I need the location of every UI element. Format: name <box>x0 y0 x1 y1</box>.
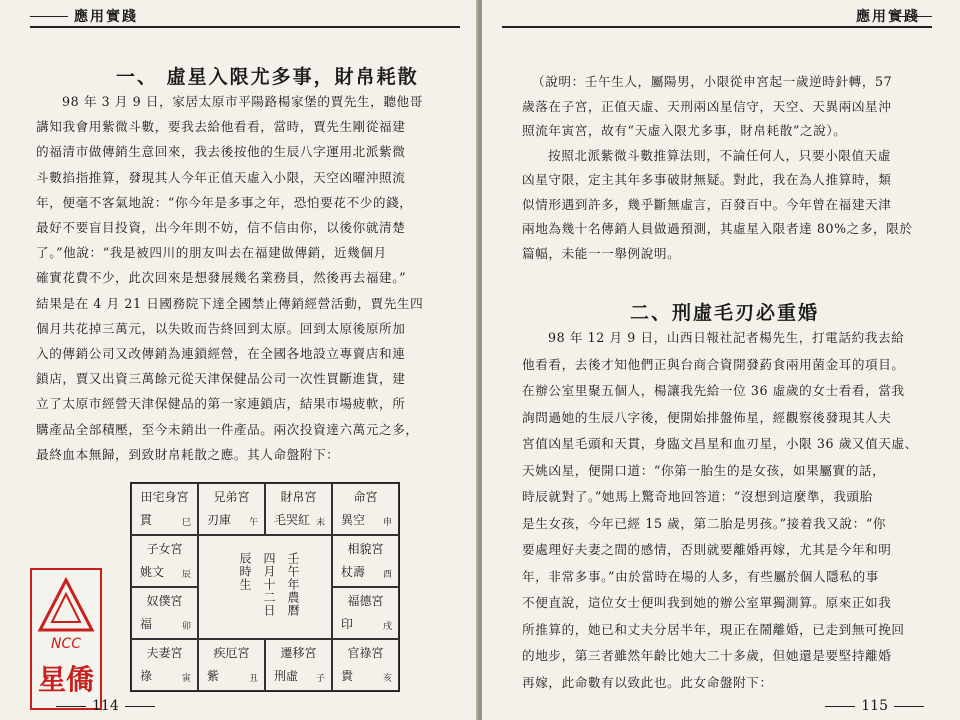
palace-name: 子女宮 <box>146 542 183 556</box>
palace-branch: 未 <box>315 518 325 528</box>
palace-name: 田宅身宮 <box>140 490 189 504</box>
birth-info-text: 辰時生 <box>238 552 252 591</box>
palace-stars: 福 <box>140 617 153 631</box>
running-header: 應用實踐 <box>856 9 920 25</box>
stamp-name-text: 星僑 <box>37 663 94 696</box>
palace-name: 兄弟宮 <box>213 490 250 504</box>
section-title-1: 一、 虛星入限尤多事，財帛耗散 <box>116 66 419 88</box>
text-line: （說明：壬午生人，屬陽男，小限從申宮起一歲逆時針轉，57 <box>532 74 893 89</box>
page-number-right: 115 <box>861 698 888 714</box>
text-line: 最終血本無歸，到致財帛耗散之應。其人命盤附下： <box>36 446 340 462</box>
palace-stars: 刑虛 <box>274 669 299 683</box>
text-line: 了。”他說：“我是被四川的朋友叫去在福建做傳銷，近幾個月 <box>36 245 387 261</box>
text-line: 似情形遇到許多，幾乎斷無虛言，百發百中。今年曾在福建天津 <box>522 196 892 212</box>
palace-branch: 辰 <box>181 570 191 580</box>
text-line: 確實花費不少，此次回來是想發展幾名業務員，然後再去福建。” <box>36 270 407 286</box>
text-line: 最好不要盲目投資，出今年則不妨，信不信由你，以後你就清楚 <box>36 220 406 235</box>
palace-name: 財帛宮 <box>280 490 317 504</box>
palace-name: 疾厄宮 <box>213 646 250 660</box>
text-line: 詢問過她的生辰八字後，便開始排盤佈星，經觀察後發現其人夫 <box>522 409 892 425</box>
palace-branch: 子 <box>315 674 325 684</box>
text-line: 立了太原市經營天津保健品的第一家連鎖店，結果市場疲軟，所 <box>36 396 406 412</box>
text-line: 再嫁，此命數有以致此也。此女命盤附下： <box>522 674 773 690</box>
publisher-stamp <box>30 568 102 710</box>
palace-name: 相貌宮 <box>347 542 384 556</box>
palace-stars: 姚文 <box>140 565 165 579</box>
birth-info-text: 四月十二日 <box>262 552 276 617</box>
palace-cell <box>131 535 198 587</box>
text-line: 98 年 12 月 9 日，山西日報社記者楊先生，打電話約我去給 <box>548 330 905 345</box>
palace-cell <box>332 535 399 587</box>
text-line: 凶星守限，定主其年多事破財無疑。對此，我在為人推算時，類 <box>522 172 892 187</box>
birth-info-text: 壬午年農曆 <box>286 552 300 617</box>
text-line: 斗數掐指推算，發現其人今年正值天虛入小限，天空凶曜沖照流 <box>36 169 406 185</box>
running-header: 應用實踐 <box>74 9 138 25</box>
header-dash <box>30 16 68 17</box>
palace-branch: 酉 <box>382 570 392 580</box>
text-line: 的地步，第三者雖然年齡比她大二十多歲，但她還是要堅持離婚 <box>522 648 892 663</box>
palace-cell <box>198 639 265 691</box>
palace-branch: 卯 <box>181 622 191 632</box>
text-line: 入的傳銷公司又改傳銷為連鎖經營，在全國各地設立專賣店和連 <box>36 346 406 361</box>
palace-cell <box>332 483 399 535</box>
palace-branch: 申 <box>382 518 392 528</box>
text-line: 年，便毫不客氣地說：“你今年是多事之年，恐怕要花不少的錢， <box>36 194 413 210</box>
text-line: 宮值凶星毛頭和天貫，身臨文昌星和血刃星，小限 36 歲又值天虛、 <box>522 436 918 451</box>
palace-branch: 戌 <box>382 622 392 632</box>
text-line: 在辦公室里聚五個人，楊讓我先給一位 36 虛歲的女士看看，當我 <box>522 383 905 398</box>
palace-stars: 祿 <box>140 669 153 683</box>
palace-stars: 刃庫 <box>207 513 232 527</box>
palace-cell <box>131 639 198 691</box>
stamp-ncc-text: NCC <box>50 636 82 652</box>
palace-name: 福德宮 <box>347 594 384 608</box>
header-rule <box>30 26 460 28</box>
palace-name: 奴僕宮 <box>146 594 183 608</box>
text-line: 時辰就對了。”她馬上驚奇地回答道：“沒想到這麼準，我頭胎 <box>522 489 873 504</box>
text-line: 98 年 3 月 9 日，家居太原市平陽路楊家堡的賈先生，聽他哥 <box>62 94 423 109</box>
horoscope-chart <box>130 482 400 692</box>
palace-stars: 紫 <box>207 669 220 683</box>
text-line: 購產品全部積壓，至今未銷出一件產品。兩次投資達六萬元之多， <box>36 421 419 437</box>
palace-stars: 貴 <box>341 669 354 683</box>
palace-branch: 午 <box>248 518 258 528</box>
text-line: 要處理好夫妻之間的感情，否則就要離婚再嫁，尤其是今年和明 <box>522 542 892 557</box>
palace-name: 夫妻宮 <box>146 646 183 660</box>
palace-branch: 寅 <box>181 674 191 684</box>
section-title-2: 二、刑虛毛刃必重婚 <box>630 302 820 324</box>
text-line: 所推算的，她已和丈夫分居半年，現正在鬧離婚，已走到無可挽回 <box>522 621 905 637</box>
right-page <box>482 0 960 720</box>
text-line: 結果是在 4 月 21 日國務院下達全國禁止傳銷經營活動，賈先生四 <box>36 295 424 311</box>
palace-branch: 巳 <box>181 518 191 528</box>
chart-center <box>198 535 332 639</box>
text-line: 照流年寅宮，故有“天虛入限尤多事，財帛耗散”之說）。 <box>522 123 847 138</box>
palace-name: 官祿宮 <box>347 646 384 660</box>
palace-name: 遷移宮 <box>280 646 317 660</box>
left-page <box>0 0 478 720</box>
text-line: 篇幅，未能一一舉例說明。 <box>522 245 681 261</box>
text-line: 是生女孩，今年已經 15 歲，第二胎是男孩。”接着我又說：“你 <box>522 515 887 531</box>
triangle-logo-icon <box>34 574 98 638</box>
palace-cell <box>265 483 332 535</box>
palace-branch: 亥 <box>382 674 392 684</box>
palace-stars: 異空 <box>341 513 366 527</box>
text-line: 兩地為幾十名傳銷人員做過預測，其虛星入限者達 80%之多，限於 <box>522 221 913 236</box>
text-line: 天姚凶星，便開口道：“你第一胎生的是女孩，如果屬實的話， <box>522 462 886 478</box>
palace-cell <box>198 483 265 535</box>
palace-cell <box>265 639 332 691</box>
palace-stars: 印 <box>341 617 354 631</box>
palace-cell <box>332 587 399 639</box>
text-line: 的福清市做傳銷生意回來，我去後按他的生辰八字運用北派紫微 <box>36 144 406 160</box>
palace-stars: 貫 <box>140 513 153 527</box>
right-page-footer <box>819 698 930 714</box>
text-line: 按照北派紫微斗數推算法則，不論任何人，只要小限值天虛 <box>548 147 892 163</box>
text-line: 年，非常多事。”由於當時在場的人多，有些屬於個人隱私的事 <box>522 568 879 584</box>
page-number-left: 114 <box>92 698 119 714</box>
palace-stars: 杖壽 <box>341 565 366 579</box>
palace-cell <box>131 483 198 535</box>
left-page-footer <box>50 698 161 714</box>
palace-name: 命宮 <box>353 490 378 504</box>
palace-cell <box>131 587 198 639</box>
text-line: 個月共花掉三萬元，以失敗而告終回到太原。回到太原後原所加 <box>36 320 406 336</box>
text-line: 他看看，去後才知他們正與台商合資開發葯食兩用菌金耳的項目。 <box>522 356 905 372</box>
text-line: 歲落在子宮，正值天虛、天刑兩凶星信守，天空、天異兩凶星沖 <box>522 98 892 114</box>
header-dash <box>896 16 932 17</box>
palace-stars: 毛哭紅 <box>274 513 311 527</box>
palace-branch: 丑 <box>248 674 258 684</box>
text-line: 講知我會用紫微斗數，要我去給他看看，當時，賈先生剛從福建 <box>36 119 406 135</box>
text-line: 鎖店，賈又出資三萬餘元從天津保健品公司一次性買斷進貨，建 <box>36 371 406 387</box>
palace-cell <box>332 639 399 691</box>
text-line: 不便直說，這位女士便叫我到她的辦公室單獨測算。原來正如我 <box>522 595 892 610</box>
